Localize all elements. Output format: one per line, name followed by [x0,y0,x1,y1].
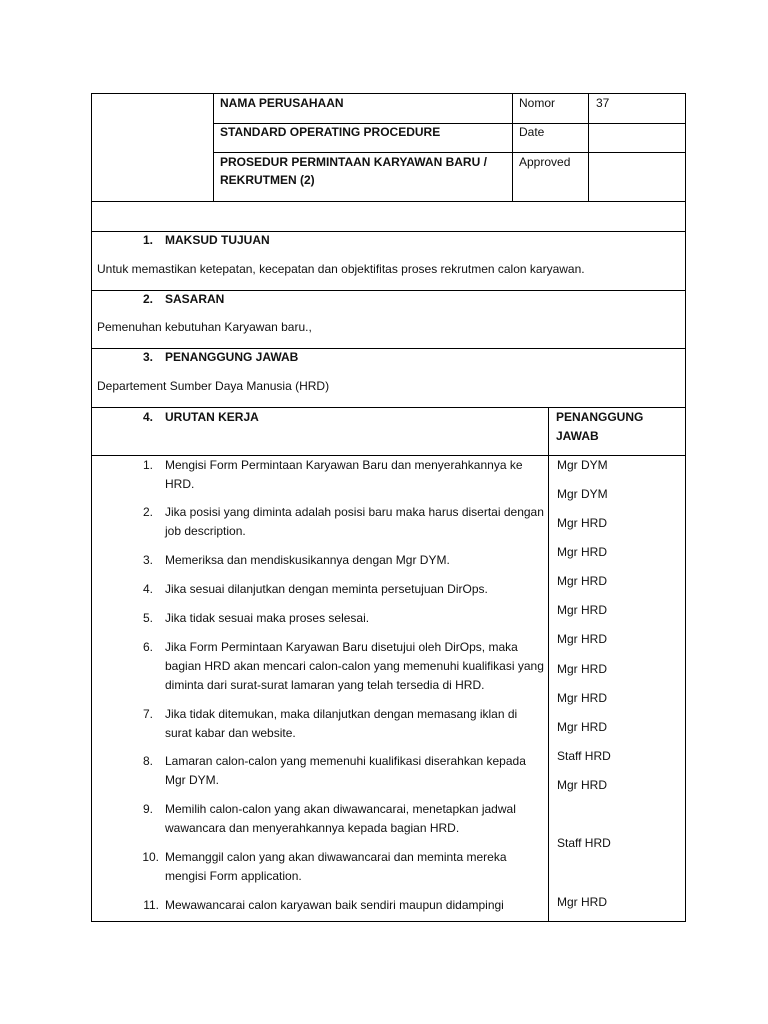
approved-label: Approved [519,155,571,169]
responsible-entry: Mgr HRD [557,691,607,705]
section-2-title: SASARAN [165,292,225,306]
step-text: Jika tidak sesuai maka proses selesai. [165,611,370,625]
row-line-header-bottom [91,201,686,202]
responsible-entry: Mgr DYM [557,458,608,472]
responsible-entry: Mgr HRD [557,632,607,646]
step-text: Memeriksa dan mendiskusikannya dengan Mgr DYM. [165,553,450,567]
step-number: 2. [142,505,153,519]
steps-column-divider [548,407,549,922]
table-border-right [685,93,686,922]
responsible-header-line1: PENANGGUNG [556,410,644,424]
responsible-entry: Mgr DYM [557,487,608,501]
responsible-entry: Mgr HRD [557,574,607,588]
section-1-title: MAKSUD TUJUAN [165,233,270,247]
section-1-text: Untuk memastikan ketepatan, kecepatan dan objektifitas proses rekrutmen calon karyawan. [97,262,585,276]
step-text: Memanggil calon yang akan diwawancarai dan meminta mereka mengisi Form application. [165,850,507,883]
responsible-entry: Mgr HRD [557,662,607,676]
responsible-entry: Mgr HRD [557,545,607,559]
responsible-entry: Mgr HRD [557,516,607,530]
section-2-number: 2. [142,292,153,306]
step-text: Mengisi Form Permintaan Karyawan Baru dan menyerahkannya ke HRD. [165,458,523,491]
table-border-bottom [91,921,686,922]
procedure-title-line1: PROSEDUR PERMINTAAN KARYAWAN BARU / [220,155,487,169]
section-4-title: URUTAN KERJA [165,410,259,424]
header-divider-value [588,93,589,202]
step-number: 8. [142,754,153,768]
header-divider-logo [213,93,214,202]
responsible-entry: Staff HRD [557,836,611,850]
date-label: Date [519,125,545,139]
procedure-title-line2: REKRUTMEN (2) [220,173,315,187]
header-divider-label [512,93,513,202]
step-text: Jika posisi yang diminta adalah posisi baru maka harus disertai dengan job description. [165,505,544,538]
company-name-label: NAMA PERUSAHAAN [220,96,344,110]
step-text: Lamaran calon-calon yang memenuhi kualifikasi diserahkan kepada Mgr DYM. [165,754,526,787]
responsible-header-line2: JAWAB [556,429,599,443]
step-text: Mewawancarai calon karyawan baik sendiri maupun didampingi [165,898,504,912]
section-3-text: Departement Sumber Daya Manusia (HRD) [97,379,330,393]
section-1-number: 1. [142,233,153,247]
step-number: 3. [142,553,153,567]
step-text: Jika sesuai dilanjutkan dengan meminta persetujuan DirOps. [165,582,488,596]
section-3-title: PENANGGUNG JAWAB [165,350,299,364]
step-text: Memilih calon-calon yang akan diwawancarai, menetapkan jadwal wawancara dan menyerahkannya kepada bagian HRD. [165,802,516,835]
section-2-text: Pemenuhan kebutuhan Karyawan baru., [97,320,312,334]
section-4-number: 4. [142,410,153,424]
sop-label: STANDARD OPERATING PROCEDURE [220,125,441,139]
step-number: 6. [142,640,153,654]
nomor-value: 37 [596,96,610,110]
step-number: 4. [142,582,153,596]
step-number: 5. [142,611,153,625]
step-text: Jika tidak ditemukan, maka dilanjutkan dengan memasang iklan di surat kabar dan website. [165,707,518,740]
step-number: 9. [142,802,153,816]
step-number: 1. [142,458,153,472]
table-border-left [91,93,92,922]
responsible-entry: Mgr HRD [557,603,607,617]
step-text: Jika Form Permintaan Karyawan Baru disetujui oleh DirOps, maka bagian HRD akan mencari calon-calon yang memenuhi kualifikasi yang diminta dari surat-surat lamaran yang telah tersedia di HRD. [165,640,544,692]
responsible-entry: Mgr HRD [557,720,607,734]
step-number: 11. [143,898,159,912]
responsible-entry: Staff HRD [557,749,611,763]
step-number: 10. [142,850,159,864]
nomor-label: Nomor [519,96,556,110]
responsible-entry: Mgr HRD [557,778,607,792]
section-3-number: 3. [142,350,153,364]
responsible-entry: Mgr HRD [557,895,607,909]
step-number: 7. [142,707,153,721]
